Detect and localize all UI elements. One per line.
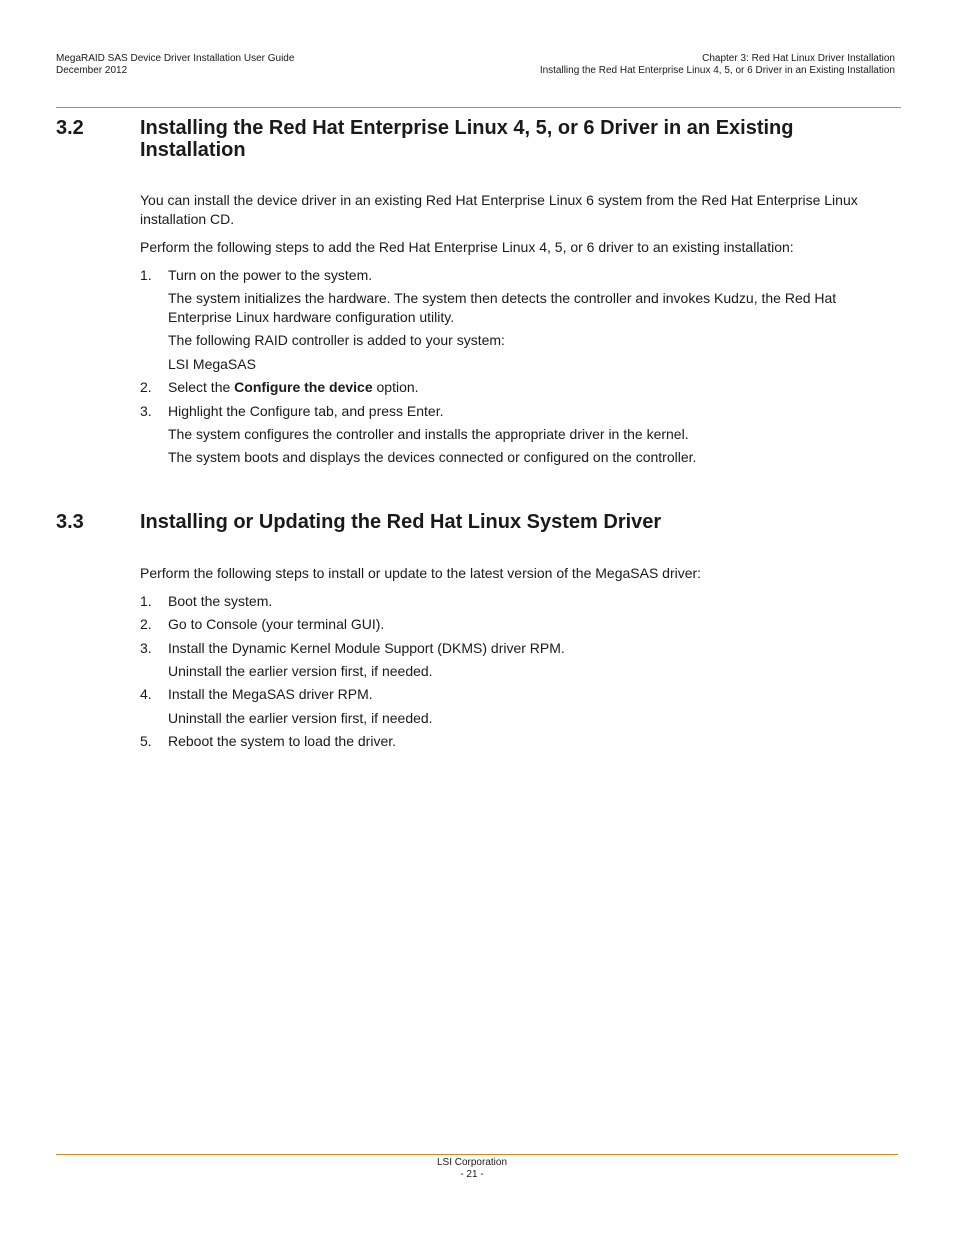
step-text: Go to Console (your terminal GUI). bbox=[168, 616, 385, 632]
page-number: - 21 - bbox=[460, 1169, 484, 1180]
running-header-left bbox=[56, 53, 294, 77]
step-number: 4. bbox=[140, 686, 152, 702]
step-text: Install the Dynamic Kernel Module Support (DKMS) driver RPM. bbox=[168, 640, 565, 656]
step-text bbox=[168, 378, 888, 397]
step-number: 1. bbox=[140, 593, 152, 609]
step-detail: Uninstall the earlier version first, if needed. bbox=[168, 710, 433, 726]
step-detail: The system configures the controller and installs the appropriate driver in the kernel. bbox=[168, 426, 689, 442]
step-number: 3. bbox=[140, 403, 152, 419]
intro-paragraph: You can install the device driver in an existing Red Hat Enterprise Linux 6 system from the Red Hat Enterprise Linux installation CD. bbox=[140, 192, 858, 227]
section-number: 3.3 bbox=[56, 511, 84, 533]
controller-name: LSI MegaSAS bbox=[168, 356, 256, 372]
section-title-running: Installing the Red Hat Enterprise Linux 4, 5, or 6 Driver in an Existing Installation bbox=[539, 65, 895, 76]
step-text-pre: Select the bbox=[168, 379, 235, 395]
running-header-right bbox=[540, 53, 895, 77]
lead-paragraph: Perform the following steps to install or update to the latest version of the MegaSAS driver: bbox=[140, 565, 702, 581]
step-detail: Uninstall the earlier version first, if needed. bbox=[168, 663, 433, 679]
step-number: 3. bbox=[140, 640, 152, 656]
document-title: MegaRAID SAS Device Driver Installation User Guide bbox=[56, 53, 295, 64]
step-detail: The system initializes the hardware. The system then detects the controller and invokes Kudzu, the Red Hat Enterprise Linux hardware configuration utility. bbox=[168, 290, 837, 325]
chapter-title: Chapter 3: Red Hat Linux Driver Installation bbox=[702, 53, 895, 64]
step-number: 1. bbox=[140, 267, 152, 283]
step-detail: The following RAID controller is added to your system: bbox=[168, 332, 505, 348]
step-text-post: option. bbox=[372, 379, 419, 395]
step-number: 2. bbox=[140, 379, 152, 395]
ui-option-name: Configure the device bbox=[234, 379, 373, 395]
document-date: December 2012 bbox=[56, 65, 128, 76]
section-heading: Installing the Red Hat Enterprise Linux 4, 5, or 6 Driver in an Existing Installation bbox=[140, 117, 794, 161]
footer-divider bbox=[56, 1154, 898, 1155]
step-detail: The system boots and displays the devices connected or configured on the controller. bbox=[168, 449, 697, 465]
step-text: Install the MegaSAS driver RPM. bbox=[168, 686, 373, 702]
step-text: Turn on the power to the system. bbox=[168, 267, 373, 283]
step-text: Highlight the Configure tab, and press Enter. bbox=[168, 403, 444, 419]
header-divider bbox=[56, 107, 901, 108]
step-number: 5. bbox=[140, 733, 152, 749]
section-heading: Installing or Updating the Red Hat Linux System Driver bbox=[140, 511, 662, 533]
lead-paragraph: Perform the following steps to add the Red Hat Enterprise Linux 4, 5, or 6 driver to an existing installation: bbox=[140, 239, 794, 255]
section-number: 3.2 bbox=[56, 117, 84, 139]
step-text: Reboot the system to load the driver. bbox=[168, 733, 397, 749]
step-text: Boot the system. bbox=[168, 593, 273, 609]
step-number: 2. bbox=[140, 616, 152, 632]
footer-company: LSI Corporation bbox=[436, 1157, 508, 1168]
